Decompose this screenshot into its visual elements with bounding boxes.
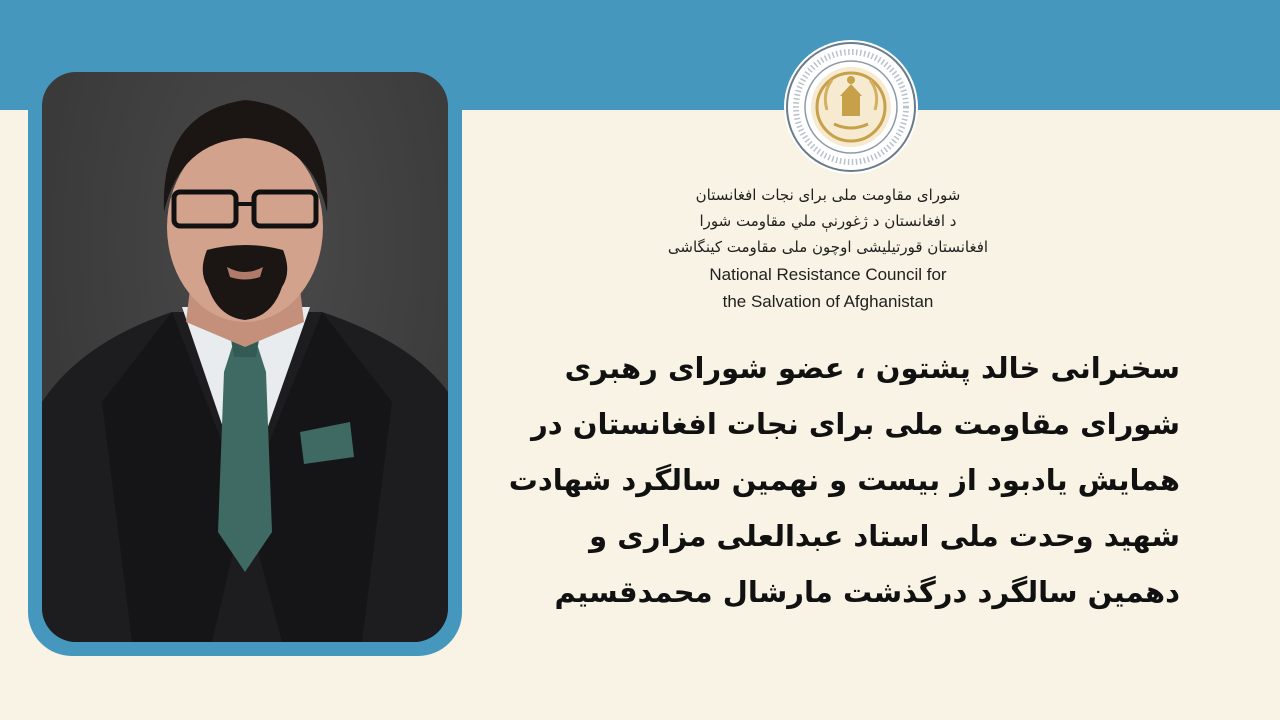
portrait-illustration [42,72,448,642]
headline [500,340,1180,620]
headline-line: شورای مقاومت ملی برای نجات افغانستان در [531,407,1180,441]
headline-line: شهید وحدت ملی استاد عبدالعلی مزاری و [589,519,1180,553]
portrait-photo [42,72,448,642]
council-seal-icon [782,38,920,176]
headline-line: دهمین سالگرد درگذشت مارشال محمدقسیم [554,575,1180,609]
organization-name-block [640,182,1016,314]
headline-line: سخنرانی خالد پشتون ، عضو شورای رهبری [564,351,1180,385]
org-name-uzbek: افغانستان قورتیلیشی اوچون ملی مقاومت کینگاشی [667,238,989,256]
headline-line: همایش یادبود از بیست و نهمین سالگرد شهادت [508,463,1180,497]
org-name-pashto: د افغانستان د ژغورنې ملي مقاومت شورا [699,212,957,230]
org-name-dari: شورای مقاومت ملی برای نجات افغانستان [695,186,961,204]
org-name-english-line2: the Salvation of Afghanistan [722,292,934,311]
org-name-english-line1: National Resistance Council for [709,265,947,284]
